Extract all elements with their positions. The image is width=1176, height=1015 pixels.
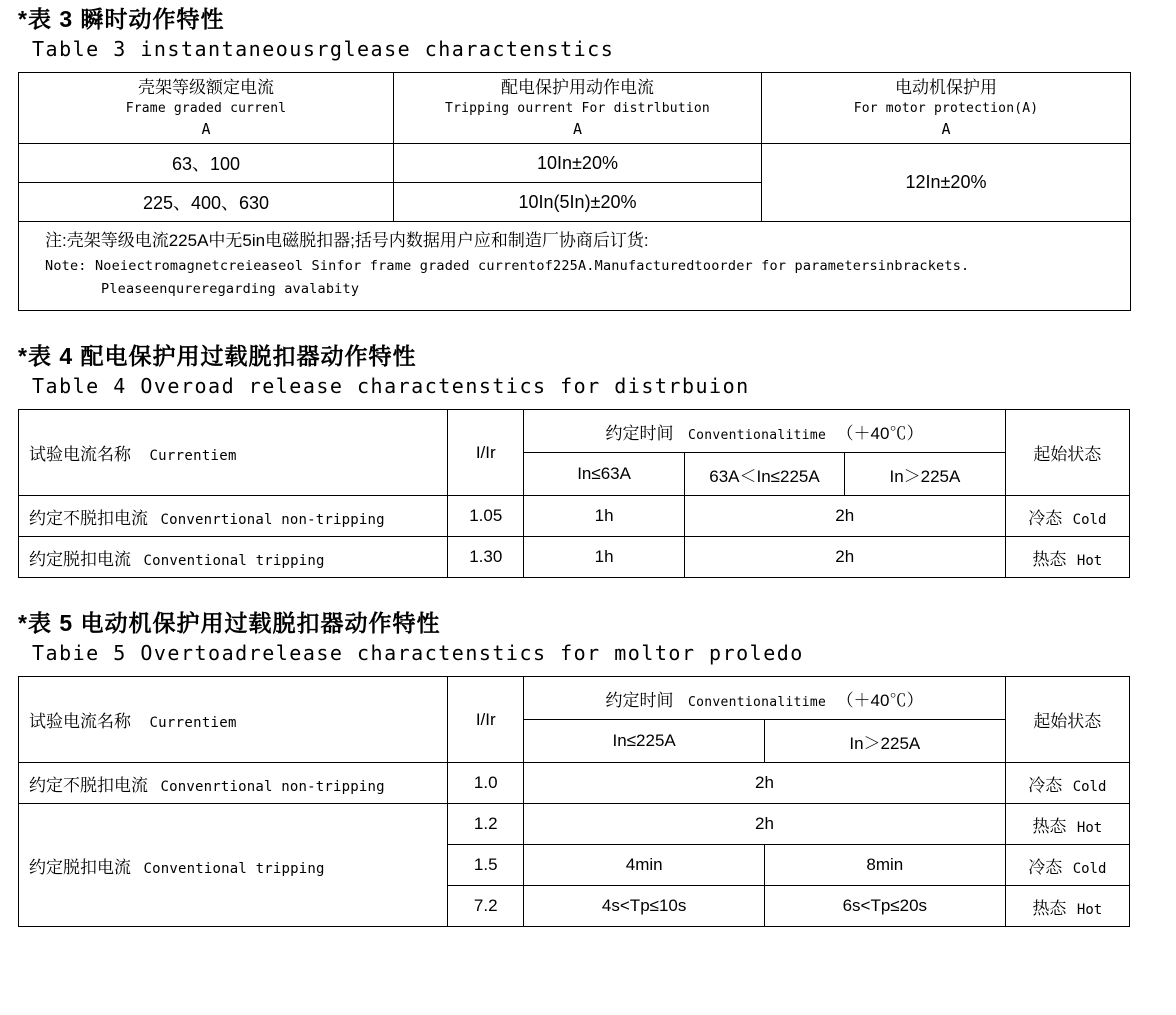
table4-row2-name-cn: 约定脱扣电流 [29,549,131,569]
table5-row2-name [19,804,448,927]
section-table-4 [18,341,1158,578]
table5-row4-t2: 6s<Tp≤20s [764,886,1005,927]
table-3 [18,72,1131,311]
table3-header-distribution-cn: 配电保护用动作电流 [501,78,654,97]
table4-title-en: Table 4 Overoad release charactenstics for distrbuion [32,374,750,398]
table4-header-time-temp: （＋40℃） [836,423,924,443]
table5-header-time [524,677,1005,720]
table5-row1-time: 2h [524,763,1005,804]
table5-header-time-en: Conventionalitime [687,694,827,710]
table5-row1-name-en: Convenrtional non-tripping [160,778,385,795]
table4-row1-name-cn: 约定不脱扣电流 [29,508,148,528]
table3-header-frame-cn: 壳架等级额定电流 [138,78,274,97]
table4-row2-name [19,537,448,578]
table3-header-frame-en: Frame graded currenl [125,101,287,116]
spacer [18,315,1158,341]
table-row [19,537,1130,578]
table-4 [18,409,1130,578]
table5-header-current-name [19,677,448,763]
table5-title-en: Tabie 5 Overtoadrelease charactenstics for moltor proledo [32,641,804,665]
table4-row2-t2: 2h [684,537,1005,578]
table5-row2-ratio: 1.2 [448,804,524,845]
section-table-3 [18,4,1158,311]
table3-distribution-value-2: 10In(5In)±20% [394,183,762,222]
table5-row4-state: 热态 Hot [1005,886,1129,927]
table-row [19,73,1131,144]
table-row [19,804,1130,845]
table5-row2-state: 热态 Hot [1005,804,1129,845]
table5-row1-name-cn: 约定不脱扣电流 [29,775,148,795]
table4-header-current-name-cn: 试验电流名称 [29,445,131,464]
table4-header-time-en: Conventionalitime [687,427,827,443]
table5-row1-state: 冷态 Cold [1005,763,1129,804]
table4-row1-name [19,496,448,537]
table5-row1-name [19,763,448,804]
table4-row1-t1: 1h [524,496,684,537]
table4-row2-name-en: Conventional tripping [143,552,325,569]
table4-subheader-1: In≤63A [524,453,684,496]
table5-header-ratio: I/Ir [448,677,524,763]
table3-header-frame-unit: A [201,120,211,138]
table5-row2-time: 2h [524,804,1005,845]
table5-header-current-name-en: Currentiem [149,715,237,731]
table5-subheader-2: In＞225A [764,720,1005,763]
table5-header-current-name-cn: 试验电流名称 [29,712,131,731]
table5-header-time-cn: 约定时间 [605,690,674,710]
table3-frame-value-2: 225、400、630 [19,183,394,222]
table-row [19,410,1130,453]
table3-note-en-line1: Note: Noeiectromagnetcreieaseol Sinfor frame graded currentof225A.Manufacturedtoorder for parametersinbrackets. [45,258,970,274]
table3-header-motor [762,73,1131,144]
table5-row3-t1: 4min [524,845,765,886]
table5-row4-ratio: 7.2 [448,886,524,927]
table3-title-en: Table 3 instantaneousrglease charactenstics [32,37,615,61]
table3-frame-value-1: 63、100 [19,144,394,183]
table4-subheader-3: In＞225A [845,453,1005,496]
table3-note-cn: 注:壳架等级电流225A中无5in电磁脱扣器;括号内数据用户应和制造厂协商后订货: [45,231,649,250]
table3-note-cell [19,222,1131,311]
table3-header-frame [19,73,394,144]
table4-header-time-cn: 约定时间 [605,423,674,443]
table4-header-current-name [19,410,448,496]
table-row [19,144,1131,183]
table3-header-distribution-en: Tripping ourrent For distrlbution [445,101,710,116]
table5-header-initial-state: 起始状态 [1005,677,1129,763]
spacer [18,582,1158,608]
table3-note-en-line2: Pleaseenqureregarding avalabity [101,281,360,297]
table4-row2-state: 热态 Hot [1005,537,1129,578]
table5-row2-name-cn: 约定脱扣电流 [29,857,131,877]
table4-header-ratio: I/Ir [448,410,524,496]
table4-header-time [524,410,1005,453]
table5-row2-name-en: Conventional tripping [143,860,325,877]
table5-row3-ratio: 1.5 [448,845,524,886]
table-5 [18,676,1130,927]
table5-row3-t2: 8min [764,845,1005,886]
table4-subheader-2: 63A＜In≤225A [684,453,844,496]
section-table-5 [18,608,1158,927]
table4-row2-t1: 1h [524,537,684,578]
table4-row1-t2: 2h [684,496,1005,537]
table-row [19,677,1130,720]
table-row [19,763,1130,804]
table3-motor-value: 12In±20% [762,144,1131,222]
table5-header-time-temp: （＋40℃） [836,690,924,710]
table3-distribution-value-1: 10In±20% [394,144,762,183]
table3-header-distribution-unit: A [572,120,583,138]
table5-row4-t1: 4s<Tp≤10s [524,886,765,927]
table5-subheader-1: In≤225A [524,720,765,763]
table4-header-current-name-en: Currentiem [149,448,237,464]
table4-row1-ratio: 1.05 [448,496,524,537]
table4-row2-ratio: 1.30 [448,537,524,578]
table3-header-motor-en: For motor protection(A) [853,101,1039,116]
table3-header-distribution [394,73,762,144]
table4-title-cn: *表 4 配电保护用过载脱扣器动作特性 [18,343,417,369]
table3-header-motor-cn: 电动机保护用 [895,78,997,97]
table-row [19,496,1130,537]
table3-header-motor-unit: A [941,120,951,138]
table4-row1-state: 冷态 Cold [1005,496,1129,537]
table5-row1-ratio: 1.0 [448,763,524,804]
table5-row3-state: 冷态 Cold [1005,845,1129,886]
table4-row1-name-en: Convenrtional non-tripping [160,511,385,528]
table-row [19,222,1131,311]
table3-title-cn: *表 3 瞬时动作特性 [18,6,225,32]
table4-header-initial-state: 起始状态 [1005,410,1129,496]
table5-title-cn: *表 5 电动机保护用过载脱扣器动作特性 [18,610,441,636]
